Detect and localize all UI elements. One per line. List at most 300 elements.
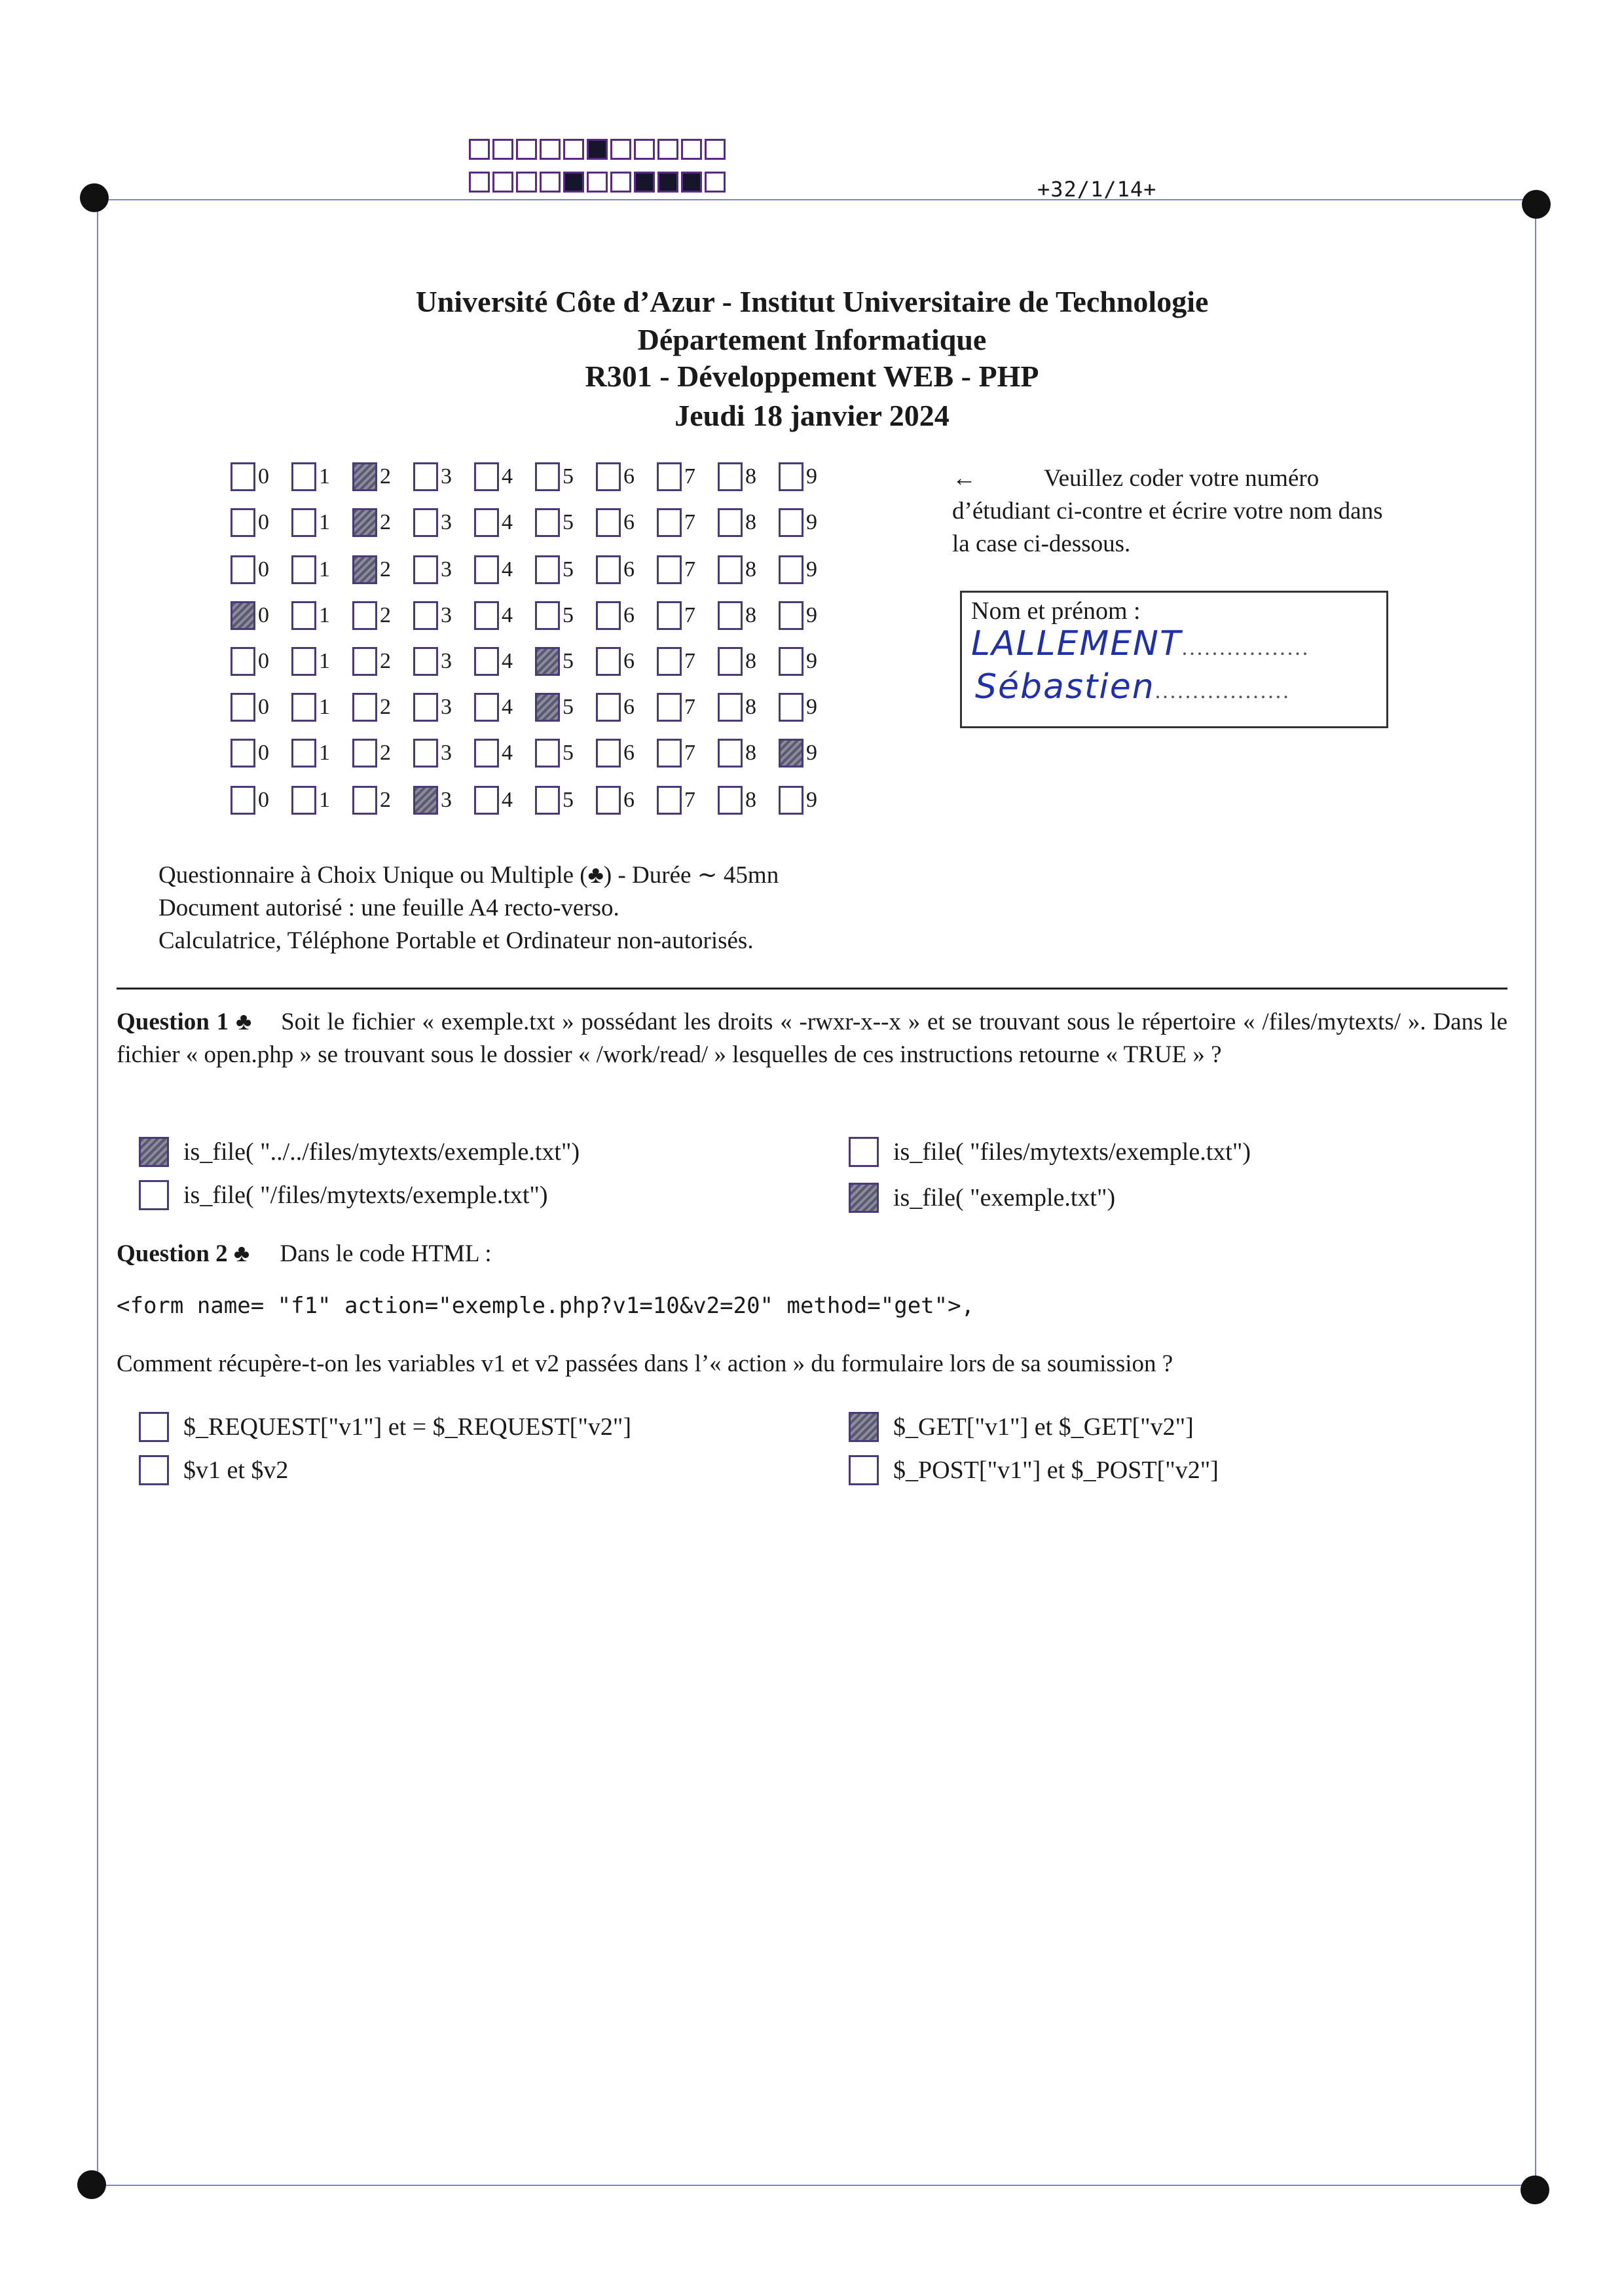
digit-option[interactable] xyxy=(474,601,535,630)
exam-date: Jeudi 18 janvier 2024 xyxy=(674,399,950,432)
digit-option[interactable] xyxy=(779,693,840,722)
digit-label: 1 xyxy=(319,557,330,582)
digit-label: 7 xyxy=(684,464,695,489)
digit-checkbox[interactable] xyxy=(779,647,803,676)
digit-checkbox[interactable] xyxy=(413,739,438,768)
digit-checkbox[interactable] xyxy=(231,647,255,676)
digit-option[interactable] xyxy=(596,462,657,491)
digit-option[interactable] xyxy=(413,786,474,815)
digit-checkbox[interactable] xyxy=(352,601,377,630)
digit-label: 5 xyxy=(563,695,574,719)
digit-label: 8 xyxy=(745,464,756,489)
digit-checkbox[interactable] xyxy=(596,647,621,676)
digit-checkbox[interactable] xyxy=(596,555,621,584)
digit-checkbox[interactable] xyxy=(413,555,438,584)
digit-label: 8 xyxy=(745,510,756,534)
digit-label: 6 xyxy=(623,464,635,489)
digit-label: 9 xyxy=(806,464,817,489)
first-name-dots: .................. xyxy=(1154,679,1291,703)
digit-option[interactable] xyxy=(718,508,779,537)
digit-label: 1 xyxy=(319,741,330,765)
q2-answer-c[interactable] xyxy=(849,1412,1194,1442)
digit-option[interactable] xyxy=(231,693,291,722)
digit-label: 7 xyxy=(684,603,695,627)
digit-label: 2 xyxy=(380,557,391,582)
digit-checkbox[interactable] xyxy=(596,601,621,630)
digit-checkbox[interactable] xyxy=(231,786,255,815)
digit-option[interactable] xyxy=(291,601,352,630)
digit-option[interactable] xyxy=(718,462,779,491)
digit-checkbox[interactable] xyxy=(718,555,743,584)
digit-label: 8 xyxy=(745,603,756,627)
digit-checkbox[interactable] xyxy=(231,555,255,584)
digit-checkbox[interactable] xyxy=(718,693,743,722)
digit-checkbox[interactable] xyxy=(535,462,560,491)
digit-checkbox[interactable] xyxy=(413,601,438,630)
digit-checkbox[interactable] xyxy=(535,508,560,537)
digit-option[interactable] xyxy=(231,462,291,491)
digit-label: 2 xyxy=(380,741,391,765)
digit-label: 7 xyxy=(684,557,695,582)
question-1-text: Soit le fichier « exemple.txt » possédant les droits « -rwxr-x--x » et se trouvant sous le répertoire « /files/mytexts/ ». Dans le fichier « open.php » se trouvant sous le dossier « /work/read/ » lesquelles de ces instructions retourne « TRUE » ? xyxy=(117,1009,1507,1068)
digit-checkbox[interactable] xyxy=(474,601,499,630)
digit-option[interactable] xyxy=(779,601,840,630)
digit-option[interactable] xyxy=(413,462,474,491)
digit-label: 3 xyxy=(441,741,452,765)
digit-checkbox[interactable] xyxy=(291,462,316,491)
digit-option[interactable] xyxy=(718,739,779,768)
digit-checkbox[interactable] xyxy=(779,601,803,630)
digit-label: 7 xyxy=(684,510,695,534)
student-number-row xyxy=(231,689,840,726)
digit-option[interactable] xyxy=(231,786,291,815)
digit-label: 6 xyxy=(623,695,635,719)
q1-answer-b-checkbox[interactable] xyxy=(139,1180,169,1210)
digit-label: 2 xyxy=(380,788,391,812)
barcode-cell xyxy=(516,139,537,160)
digit-label: 1 xyxy=(319,464,330,489)
digit-option[interactable] xyxy=(352,601,413,630)
digit-checkbox[interactable] xyxy=(779,739,803,768)
question-2-text: Comment récupère-t-on les variables v1 et v2 passées dans l’« action » du formulaire lors de sa soumission ? xyxy=(117,1350,1173,1377)
digit-label: 6 xyxy=(623,741,635,765)
q2-answer-b-text: $v1 et $v2 xyxy=(183,1456,289,1484)
digit-option[interactable] xyxy=(596,786,657,815)
digit-label: 8 xyxy=(745,695,756,719)
digit-option[interactable] xyxy=(413,555,474,584)
digit-checkbox[interactable] xyxy=(231,739,255,768)
digit-label: 9 xyxy=(806,741,817,765)
digit-checkbox[interactable] xyxy=(413,508,438,537)
digit-checkbox[interactable] xyxy=(291,601,316,630)
digit-option[interactable] xyxy=(231,508,291,537)
digit-checkbox[interactable] xyxy=(657,462,682,491)
q1-answer-d-checkbox[interactable] xyxy=(849,1183,879,1213)
barcode-cell xyxy=(587,139,608,160)
digit-checkbox[interactable] xyxy=(291,786,316,815)
q1-answer-a[interactable] xyxy=(139,1137,580,1167)
digit-checkbox[interactable] xyxy=(779,786,803,815)
digit-label: 6 xyxy=(623,788,635,812)
digit-label: 8 xyxy=(745,649,756,673)
last-name-dots: ................. xyxy=(1181,636,1310,660)
digit-checkbox[interactable] xyxy=(474,647,499,676)
digit-option[interactable] xyxy=(596,693,657,722)
digit-option[interactable] xyxy=(596,508,657,537)
digit-option[interactable] xyxy=(413,601,474,630)
digit-option[interactable] xyxy=(535,601,596,630)
q1-answer-d[interactable] xyxy=(849,1183,1115,1213)
digit-checkbox[interactable] xyxy=(779,508,803,537)
q1-answer-c-text: is_file( "files/mytexts/exemple.txt") xyxy=(893,1138,1251,1166)
digit-checkbox[interactable] xyxy=(413,462,438,491)
q2-answer-d-checkbox[interactable] xyxy=(849,1455,879,1485)
student-number-row xyxy=(231,782,840,819)
barcode-row-1 xyxy=(469,139,728,160)
barcode-cell xyxy=(610,172,631,193)
digit-label: 9 xyxy=(806,603,817,627)
digit-label: 2 xyxy=(380,510,391,534)
digit-checkbox[interactable] xyxy=(291,739,316,768)
digit-checkbox[interactable] xyxy=(779,555,803,584)
digit-option[interactable] xyxy=(718,786,779,815)
digit-checkbox[interactable] xyxy=(718,647,743,676)
barcode-cell xyxy=(634,139,655,160)
digit-option[interactable] xyxy=(718,693,779,722)
question-2-intro: Dans le code HTML : xyxy=(280,1240,492,1267)
digit-option[interactable] xyxy=(657,462,718,491)
q2-answer-a[interactable] xyxy=(139,1412,631,1442)
barcode-cell xyxy=(657,172,678,193)
digit-checkbox[interactable] xyxy=(231,462,255,491)
digit-checkbox[interactable] xyxy=(657,693,682,722)
digit-option[interactable] xyxy=(535,647,596,676)
barcode-cell xyxy=(705,172,726,193)
digit-option[interactable] xyxy=(779,739,840,768)
digit-checkbox[interactable] xyxy=(657,647,682,676)
digit-checkbox[interactable] xyxy=(291,555,316,584)
name-box[interactable] xyxy=(960,591,1388,728)
digit-option[interactable] xyxy=(657,647,718,676)
q1-answer-b-text: is_file( "/files/mytexts/exemple.txt") xyxy=(183,1181,548,1209)
digit-checkbox[interactable] xyxy=(535,693,560,722)
digit-option[interactable] xyxy=(596,647,657,676)
digit-label: 5 xyxy=(563,557,574,582)
digit-checkbox[interactable] xyxy=(718,786,743,815)
q2-answer-c-checkbox[interactable] xyxy=(849,1412,879,1442)
digit-checkbox[interactable] xyxy=(718,601,743,630)
digit-checkbox[interactable] xyxy=(231,601,255,630)
registration-dot-bottom-right xyxy=(1521,2176,1549,2204)
digit-label: 8 xyxy=(745,741,756,765)
digit-checkbox[interactable] xyxy=(413,786,438,815)
digit-checkbox[interactable] xyxy=(291,508,316,537)
digit-option[interactable] xyxy=(718,601,779,630)
digit-checkbox[interactable] xyxy=(352,555,377,584)
student-number-row xyxy=(231,643,840,680)
digit-option[interactable] xyxy=(231,555,291,584)
digit-label: 9 xyxy=(806,557,817,582)
digit-option[interactable] xyxy=(352,647,413,676)
digit-option[interactable] xyxy=(779,647,840,676)
digit-option[interactable] xyxy=(413,739,474,768)
q2-answer-a-checkbox[interactable] xyxy=(139,1412,169,1442)
digit-option[interactable] xyxy=(291,739,352,768)
digit-label: 3 xyxy=(441,649,452,673)
frame-bottom-line xyxy=(97,2185,1535,2186)
digit-checkbox[interactable] xyxy=(535,786,560,815)
digit-checkbox[interactable] xyxy=(291,647,316,676)
last-name-line xyxy=(971,624,1310,663)
digit-label: 9 xyxy=(806,695,817,719)
digit-label: 0 xyxy=(258,603,269,627)
question-2 xyxy=(117,1238,492,1270)
student-number-row xyxy=(231,735,840,771)
q1-answer-c-checkbox[interactable] xyxy=(849,1137,879,1167)
digit-checkbox[interactable] xyxy=(657,508,682,537)
frame-left-line xyxy=(97,199,98,2186)
digit-checkbox[interactable] xyxy=(779,693,803,722)
digit-label: 1 xyxy=(319,510,330,534)
digit-checkbox[interactable] xyxy=(474,462,499,491)
digit-checkbox[interactable] xyxy=(535,647,560,676)
digit-label: 9 xyxy=(806,788,817,812)
barcode-cell xyxy=(516,172,537,193)
digit-option[interactable] xyxy=(231,647,291,676)
rules-line-3: Calculatrice, Téléphone Portable et Ordinateur non-autorisés. xyxy=(158,927,754,954)
digit-label: 3 xyxy=(441,695,452,719)
digit-option[interactable] xyxy=(779,462,840,491)
digit-label: 4 xyxy=(502,741,513,765)
q2-answer-a-text: $_REQUEST["v1"] et = $_REQUEST["v2"] xyxy=(183,1413,632,1441)
q2-answer-c-text: $_GET["v1"] et $_GET["v2"] xyxy=(893,1413,1194,1441)
barcode-cell xyxy=(634,172,655,193)
digit-option[interactable] xyxy=(596,739,657,768)
digit-checkbox[interactable] xyxy=(596,693,621,722)
digit-option[interactable] xyxy=(291,462,352,491)
digit-label: 5 xyxy=(563,788,574,812)
digit-checkbox[interactable] xyxy=(657,739,682,768)
digit-option[interactable] xyxy=(657,786,718,815)
digit-option[interactable] xyxy=(596,555,657,584)
digit-option[interactable] xyxy=(291,647,352,676)
digit-checkbox[interactable] xyxy=(413,693,438,722)
digit-label: 5 xyxy=(563,510,574,534)
digit-option[interactable] xyxy=(535,693,596,722)
digit-option[interactable] xyxy=(718,647,779,676)
q2-answer-d[interactable] xyxy=(849,1455,1219,1485)
digit-option[interactable] xyxy=(352,739,413,768)
department-title: Département Informatique xyxy=(637,323,987,356)
question-2-code: <form name= "f1" action="exemple.php?v1=10&v2=20" method="get">, xyxy=(117,1293,975,1319)
page-code: +32/1/14+ xyxy=(1037,177,1157,202)
digit-label: 7 xyxy=(684,741,695,765)
digit-label: 3 xyxy=(441,464,452,489)
digit-checkbox[interactable] xyxy=(474,786,499,815)
digit-option[interactable] xyxy=(535,508,596,537)
digit-option[interactable] xyxy=(474,647,535,676)
barcode-cell xyxy=(681,172,702,193)
digit-option[interactable] xyxy=(474,693,535,722)
question-1 xyxy=(117,1006,1507,1071)
first-name-handwritten: Sébastien xyxy=(975,667,1155,707)
digit-label: 6 xyxy=(623,557,635,582)
frame-right-line xyxy=(1535,199,1536,2186)
digit-option[interactable] xyxy=(535,739,596,768)
section-divider xyxy=(117,988,1507,990)
digit-label: 5 xyxy=(563,464,574,489)
digit-option[interactable] xyxy=(291,508,352,537)
digit-option[interactable] xyxy=(474,508,535,537)
digit-checkbox[interactable] xyxy=(535,601,560,630)
frame-top-line xyxy=(97,199,1535,200)
barcode-cell xyxy=(610,139,631,160)
barcode-cell xyxy=(469,139,490,160)
digit-label: 3 xyxy=(441,788,452,812)
digit-option[interactable] xyxy=(779,555,840,584)
digit-checkbox[interactable] xyxy=(352,462,377,491)
digit-checkbox[interactable] xyxy=(474,508,499,537)
digit-checkbox[interactable] xyxy=(291,693,316,722)
digit-label: 1 xyxy=(319,788,330,812)
digit-checkbox[interactable] xyxy=(596,462,621,491)
barcode-cell xyxy=(587,172,608,193)
digit-label: 6 xyxy=(623,603,635,627)
barcode-cell xyxy=(563,139,584,160)
digit-label: 4 xyxy=(502,649,513,673)
digit-option[interactable] xyxy=(413,508,474,537)
university-title: Université Côte d’Azur - Institut Universitaire de Technologie xyxy=(415,285,1209,318)
digit-option[interactable] xyxy=(291,693,352,722)
q1-answer-a-checkbox[interactable] xyxy=(139,1137,169,1167)
digit-option[interactable] xyxy=(474,555,535,584)
digit-option[interactable] xyxy=(291,555,352,584)
digit-option[interactable] xyxy=(657,508,718,537)
instructions xyxy=(952,462,1404,561)
digit-label: 8 xyxy=(745,788,756,812)
digit-checkbox[interactable] xyxy=(352,739,377,768)
digit-label: 0 xyxy=(258,510,269,534)
digit-checkbox[interactable] xyxy=(718,739,743,768)
digit-checkbox[interactable] xyxy=(352,647,377,676)
digit-label: 4 xyxy=(502,788,513,812)
digit-checkbox[interactable] xyxy=(352,508,377,537)
digit-option[interactable] xyxy=(352,462,413,491)
digit-option[interactable] xyxy=(779,508,840,537)
digit-checkbox[interactable] xyxy=(352,786,377,815)
digit-checkbox[interactable] xyxy=(413,647,438,676)
digit-label: 1 xyxy=(319,649,330,673)
digit-option[interactable] xyxy=(535,555,596,584)
digit-checkbox[interactable] xyxy=(474,693,499,722)
digit-option[interactable] xyxy=(352,508,413,537)
digit-label: 0 xyxy=(258,464,269,489)
digit-label: 1 xyxy=(319,695,330,719)
digit-label: 5 xyxy=(563,649,574,673)
barcode-cell xyxy=(681,139,702,160)
digit-checkbox[interactable] xyxy=(718,462,743,491)
digit-checkbox[interactable] xyxy=(779,462,803,491)
digit-label: 3 xyxy=(441,557,452,582)
digit-option[interactable] xyxy=(474,739,535,768)
digit-option[interactable] xyxy=(474,462,535,491)
barcode-cell xyxy=(563,172,584,193)
question-2-label: Question 2 ♣ xyxy=(117,1240,250,1267)
q1-answer-b[interactable] xyxy=(139,1180,548,1210)
digit-checkbox[interactable] xyxy=(535,739,560,768)
digit-checkbox[interactable] xyxy=(657,601,682,630)
digit-checkbox[interactable] xyxy=(596,786,621,815)
digit-checkbox[interactable] xyxy=(596,739,621,768)
digit-checkbox[interactable] xyxy=(474,739,499,768)
digit-option[interactable] xyxy=(535,786,596,815)
registration-dot-top-right xyxy=(1522,190,1551,219)
digit-checkbox[interactable] xyxy=(535,555,560,584)
digit-option[interactable] xyxy=(474,786,535,815)
q1-answer-d-text: is_file( "exemple.txt") xyxy=(893,1184,1116,1212)
digit-option[interactable] xyxy=(657,739,718,768)
barcode-cell xyxy=(705,139,726,160)
student-number-row xyxy=(231,458,840,495)
digit-option[interactable] xyxy=(352,555,413,584)
digit-label: 0 xyxy=(258,557,269,582)
digit-option[interactable] xyxy=(352,693,413,722)
barcode-cell xyxy=(492,139,513,160)
digit-option[interactable] xyxy=(718,555,779,584)
digit-label: 5 xyxy=(563,603,574,627)
digit-checkbox[interactable] xyxy=(352,693,377,722)
digit-option[interactable] xyxy=(657,601,718,630)
digit-checkbox[interactable] xyxy=(474,555,499,584)
digit-label: 2 xyxy=(380,603,391,627)
digit-label: 4 xyxy=(502,510,513,534)
digit-checkbox[interactable] xyxy=(657,555,682,584)
digit-checkbox[interactable] xyxy=(231,508,255,537)
q2-answer-b[interactable] xyxy=(139,1455,288,1485)
digit-option[interactable] xyxy=(779,786,840,815)
barcode-cell xyxy=(540,172,561,193)
digit-label: 7 xyxy=(684,788,695,812)
digit-option[interactable] xyxy=(657,555,718,584)
digit-option[interactable] xyxy=(291,786,352,815)
digit-label: 0 xyxy=(258,788,269,812)
digit-option[interactable] xyxy=(352,786,413,815)
digit-option[interactable] xyxy=(535,462,596,491)
barcode-row-2 xyxy=(469,172,728,193)
digit-option[interactable] xyxy=(413,693,474,722)
digit-label: 3 xyxy=(441,510,452,534)
digit-checkbox[interactable] xyxy=(718,508,743,537)
q1-answer-c[interactable] xyxy=(849,1137,1251,1167)
arrow-left-icon: ← xyxy=(952,465,976,492)
digit-label: 1 xyxy=(319,603,330,627)
digit-label: 3 xyxy=(441,603,452,627)
digit-checkbox[interactable] xyxy=(231,693,255,722)
digit-label: 6 xyxy=(623,649,635,673)
digit-label: 9 xyxy=(806,510,817,534)
digit-option[interactable] xyxy=(413,647,474,676)
digit-option[interactable] xyxy=(231,601,291,630)
rules-line-1: Questionnaire à Choix Unique ou Multiple (♣) - Durée ∼ 45mn xyxy=(158,862,779,889)
digit-option[interactable] xyxy=(231,739,291,768)
digit-option[interactable] xyxy=(657,693,718,722)
digit-checkbox[interactable] xyxy=(596,508,621,537)
name-label: Nom et prénom : xyxy=(971,597,1141,625)
digit-option[interactable] xyxy=(596,601,657,630)
digit-checkbox[interactable] xyxy=(657,786,682,815)
q1-answer-a-text: is_file( "../../files/mytexts/exemple.txt") xyxy=(183,1138,580,1166)
q2-answer-b-checkbox[interactable] xyxy=(139,1455,169,1485)
